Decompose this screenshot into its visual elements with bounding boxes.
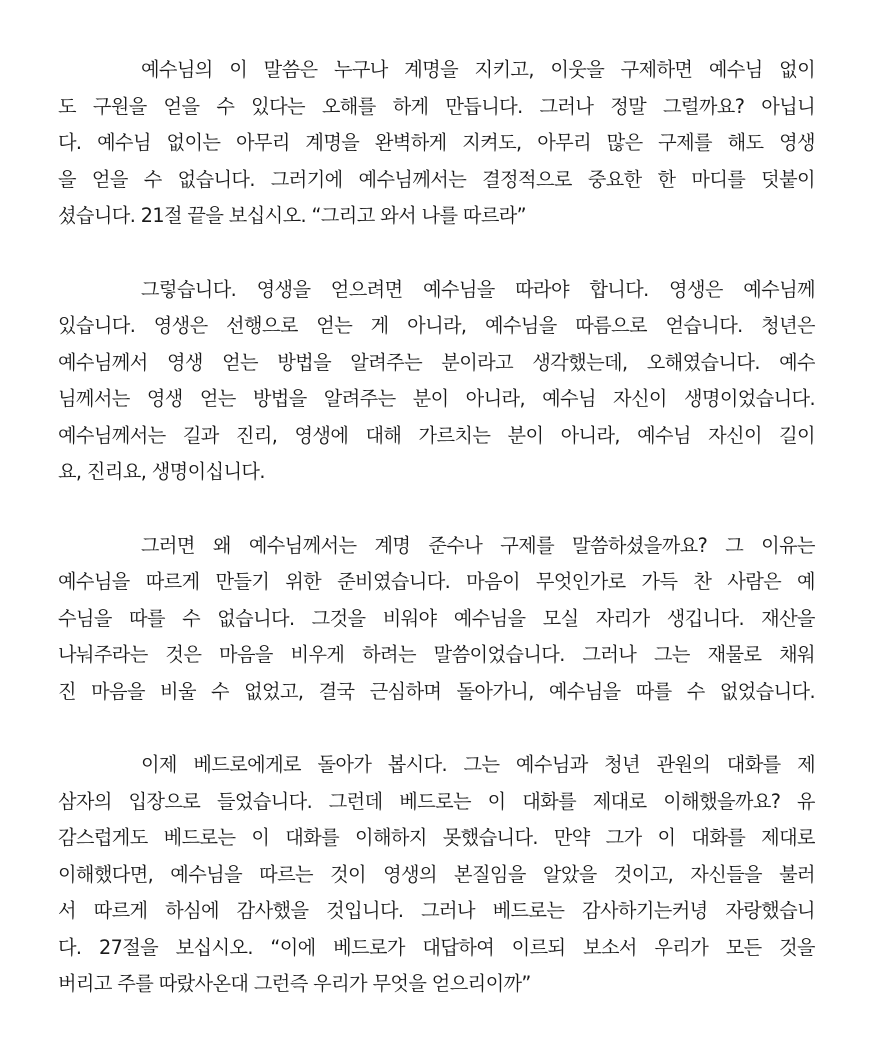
text-line: 예수님을 따르게 만들기 위한 준비였습니다. 마음이 무엇인가로 가득 찬 사람은 예 — [58, 570, 815, 593]
text-line: 님께서는 영생 얻는 방법을 알려주는 분이 아니라, 예수님 자신이 생명이었습니다. — [58, 387, 815, 410]
text-line: 요, 진리요, 생명이십니다. — [58, 460, 265, 483]
text-line: 그러면 왜 예수님께서는 계명 준수나 구제를 말씀하셨을까요? 그 이유는 — [141, 533, 815, 557]
text-line: 버리고 주를 따랐사온대 그런즉 우리가 무엇을 얻으리이까” — [58, 972, 531, 995]
text-line: 이제 베드로에게로 돌아가 봅시다. 그는 예수님과 청년 관원의 대화를 제 — [141, 753, 815, 776]
text-line: 그렇습니다. 영생을 얻으려면 예수님을 따라야 합니다. 영생은 예수님께 — [141, 277, 815, 301]
text-line: 수님을 따를 수 없습니다. 그것을 비워야 예수님을 모실 자리가 생깁니다. 재산을 — [58, 606, 815, 630]
text-line: 셨습니다. 21절 끝을 보십시오. “그리고 와서 나를 따르라” — [58, 204, 527, 227]
text-line: 예수님께서 영생 얻는 방법을 알려주는 분이라고 생각했는데, 오해였습니다. 예수 — [58, 350, 815, 374]
text-line: 다. 예수님 없이는 아무리 계명을 완벽하게 지켜도, 아무리 많은 구제를 해도 영생 — [58, 131, 815, 154]
paragraph-2 — [58, 272, 815, 491]
text-line: 서 따르게 하심에 감사했을 것입니다. 그러나 베드로는 감사하기는커녕 자랑했습니 — [58, 899, 815, 922]
text-line: 이해했다면, 예수님을 따르는 것이 영생의 본질임을 알았을 것이고, 자신들을 불러 — [58, 862, 815, 886]
paragraph-4 — [58, 747, 815, 1003]
text-line: 도 구원을 얻을 수 있다는 오해를 하게 만듭니다. 그러나 정말 그럴까요? 아닙니 — [58, 94, 815, 118]
text-line: 삼자의 입장으로 들었습니다. 그런데 베드로는 이 대화를 제대로 이해했을까요? 유 — [58, 789, 815, 813]
text-line: 을 얻을 수 없습니다. 그러기에 예수님께서는 결정적으로 중요한 한 마디를 덧붙이 — [58, 167, 815, 191]
text-line: 감스럽게도 베드로는 이 대화를 이해하지 못했습니다. 만약 그가 이 대화를 제대로 — [58, 826, 815, 849]
text-line: 나눠주라는 것은 마음을 비우게 하려는 말씀이었습니다. 그러나 그는 재물로 채워 — [58, 643, 815, 666]
text-line: 예수님께서는 길과 진리, 영생에 대해 가르치는 분이 아니라, 예수님 자신이 길이 — [58, 423, 815, 447]
text-line: 진 마음을 비울 수 없었고, 결국 근심하며 돌아가니, 예수님을 따를 수 없었습니다. — [58, 679, 815, 703]
text-line: 있습니다. 영생은 선행으로 얻는 게 아니라, 예수님을 따름으로 얻습니다. 청년은 — [58, 314, 815, 337]
paragraph-1 — [58, 52, 815, 235]
text-line: 예수님의 이 말씀은 누구나 계명을 지키고, 이웃을 구제하면 예수님 없이 — [141, 58, 815, 81]
body-text — [58, 52, 815, 1003]
text-line: 다. 27절을 보십시오. “이에 베드로가 대답하여 이르되 보소서 우리가 모든 것을 — [58, 935, 815, 959]
paragraph-3 — [58, 528, 815, 711]
